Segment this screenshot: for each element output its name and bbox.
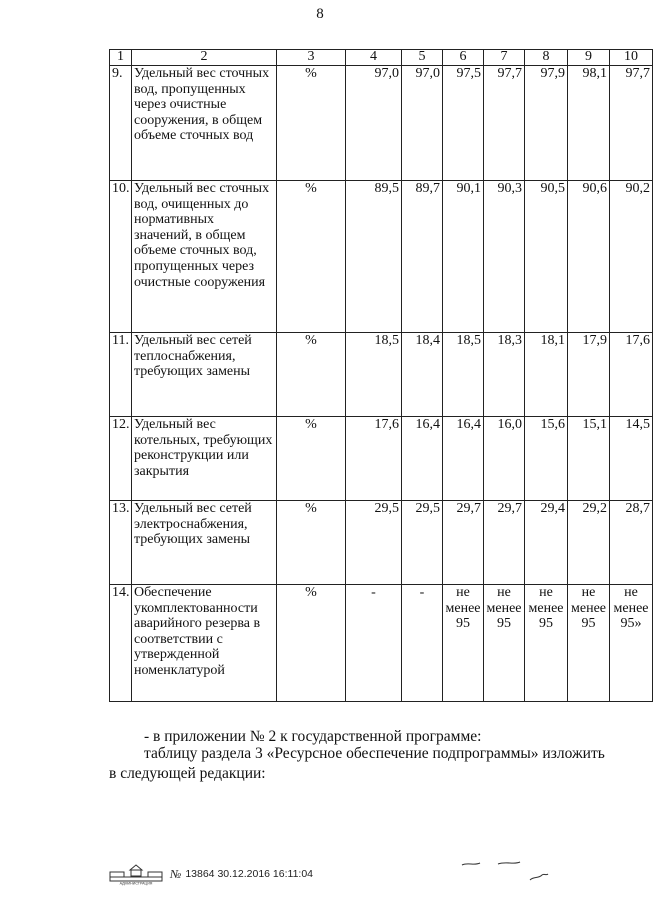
document-id: 13864 30.12.2016 16:11:04 [185, 868, 314, 880]
value-cell: 90,2 [610, 181, 653, 333]
value-cell: 18,5 [346, 333, 402, 417]
value-cell: 98,1 [568, 66, 610, 181]
row-number: 13. [110, 501, 132, 585]
value-cell: 14,5 [610, 417, 653, 501]
indicator-name: Обеспечение укомплектованности аварийного резерва в соответствии с утвержденной номенклатурой [132, 585, 277, 702]
unit-cell: % [277, 66, 346, 181]
indicators-table [109, 49, 653, 702]
header-cell: 6 [443, 50, 484, 66]
unit-cell: % [277, 333, 346, 417]
value-cell: - [402, 585, 443, 702]
value-cell: 97,0 [346, 66, 402, 181]
table-row [110, 333, 653, 417]
value-cell: 89,7 [402, 181, 443, 333]
indicator-name: Удельный вес сточных вод, очищенных до нормативных значений, в общем объеме сточных вод, пропущенных через очистные сооружения [132, 181, 277, 333]
value-cell: 29,7 [484, 501, 525, 585]
header-cell: 5 [402, 50, 443, 66]
value-cell: 16,4 [443, 417, 484, 501]
table-row [110, 417, 653, 501]
instruction-line-1: - в приложении № 2 к государственной программе: [144, 728, 482, 745]
header-cell: 2 [132, 50, 277, 66]
value-cell: 90,1 [443, 181, 484, 333]
value-cell: 17,9 [568, 333, 610, 417]
value-cell: 97,9 [525, 66, 568, 181]
unit-cell: % [277, 417, 346, 501]
value-cell: не менее 95» [610, 585, 653, 702]
value-cell: не менее 95 [568, 585, 610, 702]
header-cell: 10 [610, 50, 653, 66]
unit-cell: % [277, 501, 346, 585]
value-cell: 97,0 [402, 66, 443, 181]
value-cell: - [346, 585, 402, 702]
value-cell: не менее 95 [484, 585, 525, 702]
indicator-name: Удельный вес сетей электроснабжения, требующих замены [132, 501, 277, 585]
value-cell: 90,3 [484, 181, 525, 333]
value-cell: 17,6 [610, 333, 653, 417]
header-cell: 1 [110, 50, 132, 66]
table-row [110, 585, 653, 702]
indicator-name: Удельный вес сточных вод, пропущенных через очистные сооружения, в общем объеме сточных вод [132, 66, 277, 181]
number-sign: № [170, 866, 182, 881]
value-cell: не менее 95 [525, 585, 568, 702]
table-row [110, 181, 653, 333]
value-cell: 15,1 [568, 417, 610, 501]
value-cell: 15,6 [525, 417, 568, 501]
header-cell: 9 [568, 50, 610, 66]
table-header-row [110, 50, 653, 66]
value-cell: 97,7 [484, 66, 525, 181]
unit-cell: % [277, 181, 346, 333]
instruction-line-2: таблицу раздела 3 «Ресурсное обеспечение подпрограммы» изложить в следующей редакции: [109, 745, 605, 782]
administration-logo [108, 863, 164, 885]
header-cell: 4 [346, 50, 402, 66]
value-cell: 28,7 [610, 501, 653, 585]
row-number: 11. [110, 333, 132, 417]
row-number: 9. [110, 66, 132, 181]
table-row [110, 501, 653, 585]
row-number: 10. [110, 181, 132, 333]
value-cell: 29,4 [525, 501, 568, 585]
value-cell: 90,6 [568, 181, 610, 333]
logo-caption: АДМИНИСТРАЦИЯ [119, 881, 153, 886]
header-cell: 7 [484, 50, 525, 66]
row-number: 12. [110, 417, 132, 501]
value-cell: 29,5 [402, 501, 443, 585]
page-number: 8 [316, 6, 324, 22]
value-cell: 97,5 [443, 66, 484, 181]
handwritten-signature [458, 852, 558, 882]
header-cell: 8 [525, 50, 568, 66]
value-cell: 18,4 [402, 333, 443, 417]
value-cell: 90,5 [525, 181, 568, 333]
value-cell: 18,3 [484, 333, 525, 417]
value-cell: 97,7 [610, 66, 653, 181]
document-footer [108, 862, 313, 886]
indicator-name: Удельный вес сетей теплоснабжения, требующих замены [132, 333, 277, 417]
value-cell: 18,1 [525, 333, 568, 417]
table-row [110, 66, 653, 181]
value-cell: не менее 95 [443, 585, 484, 702]
value-cell: 17,6 [346, 417, 402, 501]
value-cell: 89,5 [346, 181, 402, 333]
row-number: 14. [110, 585, 132, 702]
unit-cell: % [277, 585, 346, 702]
value-cell: 16,0 [484, 417, 525, 501]
value-cell: 29,2 [568, 501, 610, 585]
value-cell: 29,7 [443, 501, 484, 585]
header-cell: 3 [277, 50, 346, 66]
value-cell: 16,4 [402, 417, 443, 501]
indicator-name: Удельный вес котельных, требующих реконструкции или закрытия [132, 417, 277, 501]
value-cell: 29,5 [346, 501, 402, 585]
value-cell: 18,5 [443, 333, 484, 417]
